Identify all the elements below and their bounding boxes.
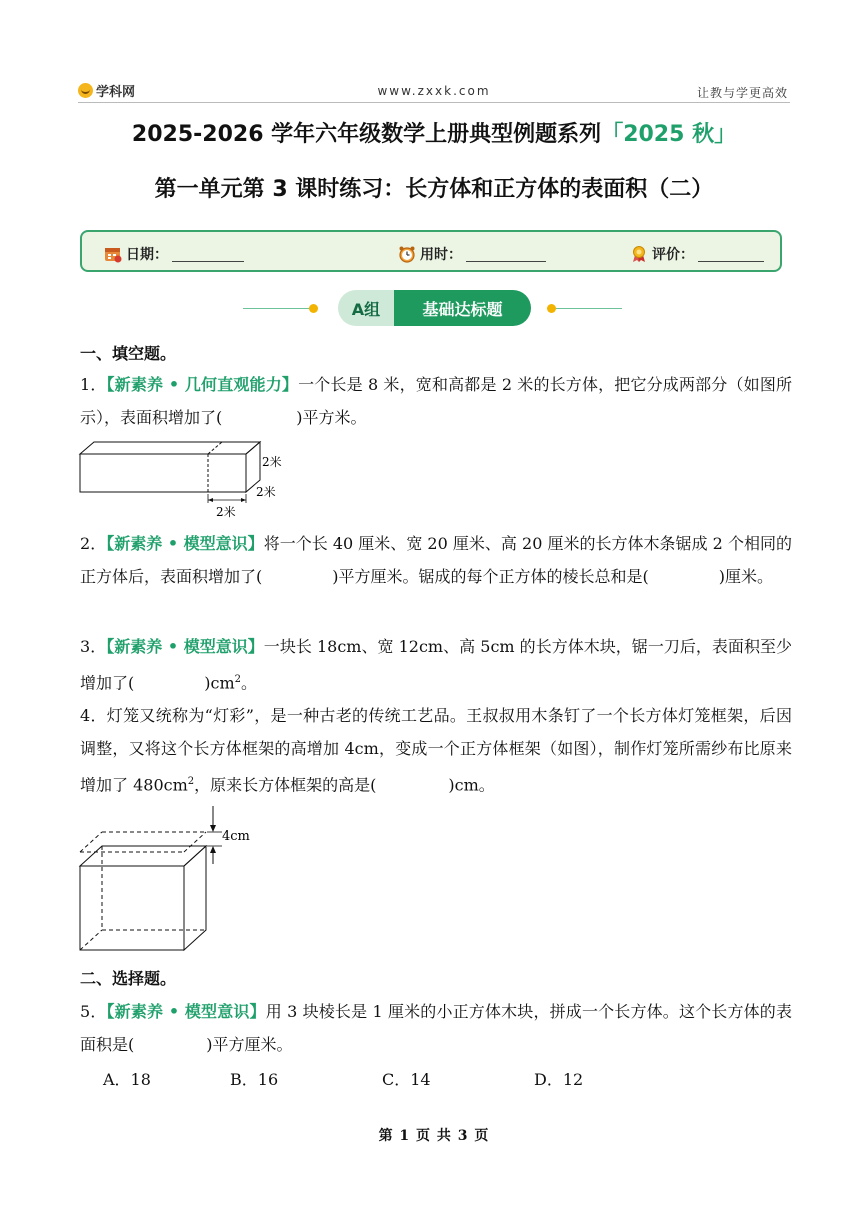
time-label: 用时： bbox=[420, 247, 462, 263]
q5-choice-b[interactable]: B．16 bbox=[230, 1070, 279, 1089]
q3-tag: 【新素养 • 模型意识】 bbox=[106, 637, 264, 656]
page-number: 第 1 页 共 3 页 bbox=[378, 1128, 490, 1144]
q5-tag: 【新素养 • 模型意识】 bbox=[106, 1002, 266, 1021]
q1-tag: 【新素养 • 几何直观能力】 bbox=[106, 375, 299, 394]
page-title bbox=[0, 117, 868, 148]
badge-line-right bbox=[556, 308, 622, 309]
q4-text-a: 灯笼又统称为“灯彩”，是一种古老的传统工艺品。王叔叔用木条钉了一个长方体灯笼框架，后因调整，又将这个长方体框架的高增加 4cm，变成一个正方体框架（如图），制作灯笼所需纱布比原来增加了 480cm bbox=[80, 706, 792, 795]
q2-text-c: )厘米。 bbox=[718, 567, 773, 586]
page-subtitle: 第一单元第 3 课时练习：长方体和正方体的表面积（二） bbox=[154, 177, 714, 202]
q1-figure bbox=[78, 440, 298, 520]
q3-superscript: 2 bbox=[234, 674, 241, 685]
group-title: 基础达标题 bbox=[394, 290, 531, 326]
question-4 bbox=[80, 699, 792, 801]
date-field bbox=[104, 244, 244, 264]
info-box bbox=[80, 230, 782, 272]
q2-text-a: 将一个长 40 厘米、宽 20 厘米、高 20 厘米的长方体木条锯成 2 个相同的正方体后，表面积增加了( bbox=[80, 534, 792, 586]
question-5 bbox=[80, 995, 792, 1061]
q5-text-b: )平方厘米。 bbox=[206, 1035, 293, 1054]
q2-number: 2． bbox=[80, 534, 107, 553]
q1-text-b: )平方米。 bbox=[296, 408, 367, 427]
q5-text-a: 用 3 块棱长是 1 厘米的小正方体木块，拼成一个长方体。这个长方体的表面积是( bbox=[80, 1002, 792, 1054]
group-badge bbox=[338, 290, 531, 326]
q4-number: 4． bbox=[80, 706, 107, 725]
logo-text: 学科网 bbox=[96, 85, 136, 100]
q2-text-b: )平方厘米。锯成的每个正方体的棱长总和是( bbox=[332, 567, 649, 586]
q1-number: 1． bbox=[80, 375, 107, 394]
group-name: A组 bbox=[338, 290, 394, 326]
q4-height-increase-label: 4cm bbox=[222, 829, 250, 844]
calendar-icon bbox=[104, 245, 122, 263]
badge-line-left bbox=[243, 308, 311, 309]
alarm-clock-icon bbox=[398, 245, 416, 263]
q1-height-label: 2米 bbox=[262, 455, 282, 469]
q5-choice-a[interactable]: A．18 bbox=[103, 1070, 151, 1089]
q4-text-c: )cm。 bbox=[448, 775, 495, 795]
header-divider bbox=[78, 102, 790, 103]
title-accent: 「2025 秋」 bbox=[601, 122, 737, 147]
q4-text-b: ，原来长方体框架的高是( bbox=[194, 775, 377, 795]
badge-dot-right bbox=[547, 304, 556, 313]
q5-choice-d[interactable]: D．12 bbox=[534, 1070, 584, 1089]
evaluation-label: 评价： bbox=[652, 247, 694, 263]
date-blank[interactable] bbox=[172, 247, 244, 262]
evaluation-blank[interactable] bbox=[698, 247, 764, 262]
q4-superscript: 2 bbox=[187, 776, 195, 787]
q4-figure bbox=[76, 804, 266, 954]
q1-segment-label: 2米 bbox=[216, 505, 236, 519]
q3-number: 3． bbox=[80, 637, 107, 656]
q3-text-c: 。 bbox=[241, 673, 258, 693]
medal-icon bbox=[630, 245, 648, 263]
site-url: www.zxxk.com bbox=[377, 84, 491, 98]
badge-dot-left bbox=[309, 304, 318, 313]
q1-text-a: 一个长是 8 米，宽和高都是 2 米的长方体，把它分成两部分（如图所示），表面积增加了( bbox=[80, 375, 792, 427]
question-1 bbox=[80, 368, 792, 434]
slogan: 让教与学更高效 bbox=[696, 86, 788, 100]
evaluation-field bbox=[630, 244, 764, 264]
q3-text-a: 一块长 18cm、宽 12cm、高 5cm 的长方体木块，锯一刀后，表面积至少增加了( bbox=[80, 637, 792, 693]
time-blank[interactable] bbox=[466, 247, 546, 262]
question-2 bbox=[80, 527, 792, 593]
title-main: 2025-2026 学年六年级数学上册典型例题系列 bbox=[131, 122, 602, 147]
section-multiple-choice: 二、选择题。 bbox=[80, 969, 177, 988]
q2-tag: 【新素养 • 模型意识】 bbox=[106, 534, 264, 553]
question-3 bbox=[80, 630, 792, 699]
q5-choice-c[interactable]: C．14 bbox=[382, 1070, 431, 1089]
date-label: 日期： bbox=[126, 247, 168, 263]
section-fill-in: 一、填空题。 bbox=[80, 344, 177, 363]
time-field bbox=[398, 244, 546, 264]
q3-text-b: )cm bbox=[204, 673, 235, 693]
q1-width-label: 2米 bbox=[256, 485, 276, 499]
q5-number: 5． bbox=[80, 1002, 107, 1021]
